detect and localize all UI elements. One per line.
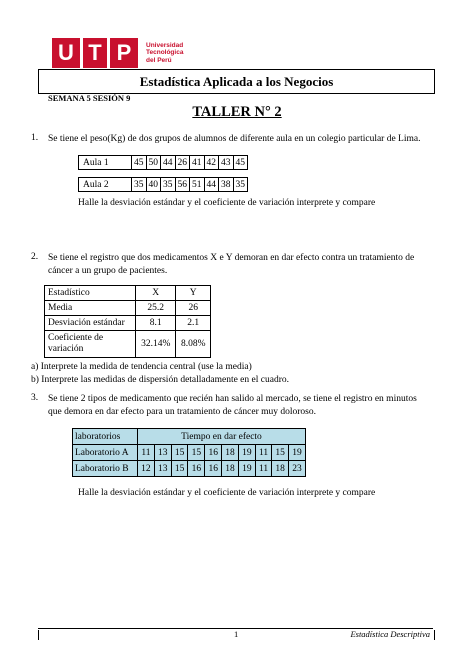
cell: 15 bbox=[171, 461, 188, 477]
cell: Desviación estándar bbox=[45, 316, 136, 331]
q1-table-aula2 bbox=[78, 177, 248, 192]
cell: 35 bbox=[132, 178, 147, 192]
workshop-title: TALLER N° 2 bbox=[192, 104, 282, 120]
cell: 44 bbox=[161, 156, 176, 170]
cell: Media bbox=[45, 301, 136, 316]
cell: 2.1 bbox=[176, 316, 211, 331]
header-cell: Estadístico bbox=[45, 286, 136, 301]
cell: 12 bbox=[138, 461, 155, 477]
q2-item-a: a) Interprete la medida de tendencia central (use la media) bbox=[31, 362, 252, 372]
table-row bbox=[79, 156, 248, 170]
cell: 44 bbox=[204, 178, 219, 192]
cell: 42 bbox=[204, 156, 219, 170]
cell: 15 bbox=[272, 445, 289, 461]
header-cell: Tiempo en dar efecto bbox=[138, 429, 306, 445]
cell: 13 bbox=[154, 461, 171, 477]
row-label: Laboratorio A bbox=[73, 445, 138, 461]
q2-number: 2. bbox=[31, 252, 39, 262]
q2-item-b: b) Interprete las medidas de dispersión detalladamente en el cuadro. bbox=[31, 375, 289, 385]
cell: 18 bbox=[222, 445, 239, 461]
utp-logo bbox=[52, 38, 183, 68]
q3-text-line1: Se tiene 2 tipos de medicamento que recién han salido al mercado, se tiene el registro en minutos bbox=[48, 394, 417, 404]
header-cell: laboratorios bbox=[73, 429, 138, 445]
cell: 16 bbox=[205, 445, 222, 461]
cell: 18 bbox=[272, 461, 289, 477]
q2-text-line2: cáncer a un grupo de pacientes. bbox=[48, 266, 168, 276]
cell: 19 bbox=[289, 445, 306, 461]
logo-letter-p: P bbox=[110, 38, 138, 68]
cell: 51 bbox=[190, 178, 205, 192]
cell: 26 bbox=[176, 301, 211, 316]
row-label: Laboratorio B bbox=[73, 461, 138, 477]
cell: 13 bbox=[154, 445, 171, 461]
cell: 38 bbox=[219, 178, 234, 192]
table-row bbox=[79, 178, 248, 192]
cell: 11 bbox=[255, 461, 271, 477]
q1-table-aula1 bbox=[78, 155, 248, 170]
cell: 8.1 bbox=[136, 316, 176, 331]
cell: 41 bbox=[190, 156, 205, 170]
cell: 26 bbox=[175, 156, 190, 170]
q3-number: 3. bbox=[31, 393, 39, 403]
cell: 16 bbox=[205, 461, 222, 477]
table-row bbox=[45, 316, 211, 331]
page-number: 1 bbox=[234, 629, 239, 639]
q1-number: 1. bbox=[31, 133, 39, 143]
cell: 35 bbox=[233, 178, 248, 192]
cell: 11 bbox=[138, 445, 155, 461]
cell: 45 bbox=[233, 156, 248, 170]
cell: Coeficiente de variación bbox=[45, 331, 136, 358]
cell: 32.14% bbox=[136, 331, 176, 358]
cell: 15 bbox=[171, 445, 188, 461]
cell: 40 bbox=[146, 178, 161, 192]
cell: 16 bbox=[188, 461, 205, 477]
header-cell: X bbox=[136, 286, 176, 301]
row-label: Aula 2 bbox=[79, 178, 132, 192]
cell: 18 bbox=[222, 461, 239, 477]
logo-letter-u: U bbox=[52, 38, 80, 68]
cell: 19 bbox=[238, 461, 255, 477]
cell: 15 bbox=[188, 445, 205, 461]
row-label: Aula 1 bbox=[79, 156, 132, 170]
table-header-row bbox=[45, 286, 211, 301]
header-cell: Y bbox=[176, 286, 211, 301]
cell: 25.2 bbox=[136, 301, 176, 316]
cell: 56 bbox=[175, 178, 190, 192]
table-header-row bbox=[73, 429, 306, 445]
q1-instruction: Halle la desviación estándar y el coeficiente de variación interprete y compare bbox=[78, 198, 376, 208]
q2-text-line1: Se tiene el registro que dos medicamentos X e Y demoran en dar efecto contra un tratamiento de bbox=[48, 253, 415, 263]
cell: 50 bbox=[146, 156, 161, 170]
q3-instruction: Halle la desviación estándar y el coeficiente de variación interprete y compare bbox=[78, 488, 376, 498]
cell: 43 bbox=[219, 156, 234, 170]
logo-university-name: Universidad Tecnológica del Perú bbox=[146, 41, 184, 64]
cell: 45 bbox=[132, 156, 147, 170]
q3-lab-table bbox=[72, 428, 306, 477]
logo-letter-t: T bbox=[83, 38, 107, 68]
cell: 35 bbox=[161, 178, 176, 192]
footer-course-name: Estadística Descriptiva bbox=[350, 629, 430, 639]
session-label: SEMANA 5 SESIÓN 9 bbox=[48, 93, 131, 103]
q3-text-line2: que demora en dar efecto para un tratamiento de cáncer muy doloroso. bbox=[48, 407, 316, 417]
document-title: Estadística Aplicada a los Negocios bbox=[38, 69, 435, 94]
q1-text: Se tiene el peso(Kg) de dos grupos de alumnos de diferente aula en un colegio particular de Lima. bbox=[48, 134, 421, 144]
table-row bbox=[73, 445, 306, 461]
cell: 11 bbox=[255, 445, 271, 461]
cell: 23 bbox=[289, 461, 306, 477]
table-row bbox=[45, 331, 211, 358]
q2-stats-table bbox=[44, 285, 211, 358]
cell: 19 bbox=[238, 445, 255, 461]
cell: 8.08% bbox=[176, 331, 211, 358]
table-row bbox=[45, 301, 211, 316]
table-row bbox=[73, 461, 306, 477]
